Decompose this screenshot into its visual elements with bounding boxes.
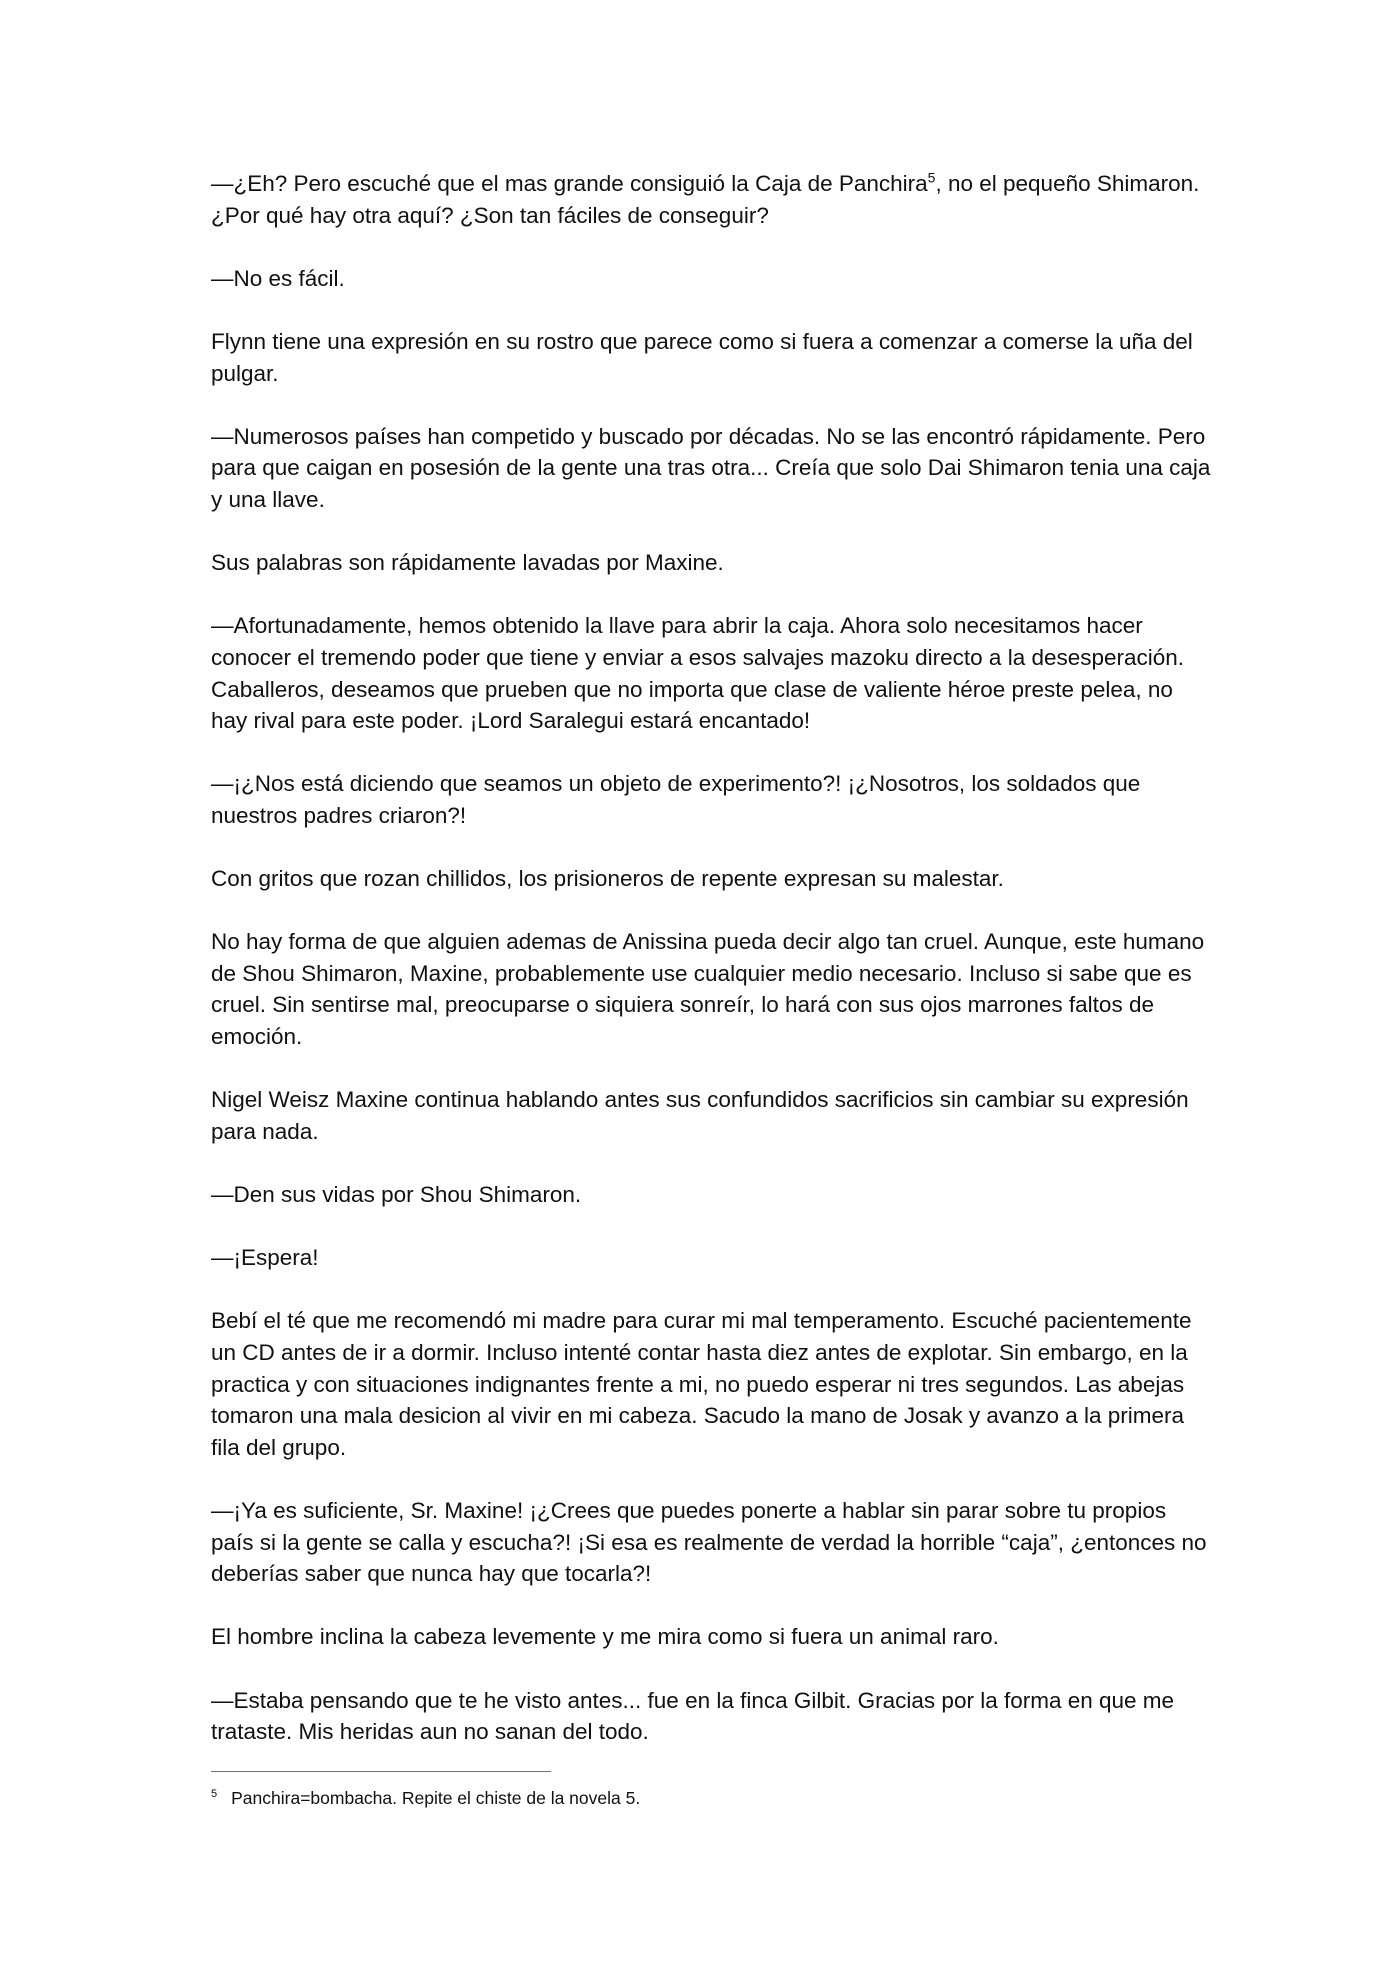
paragraph-text: —¿Eh? Pero escuché que el mas grande consiguió la Caja de Panchira (211, 171, 928, 196)
body-text (211, 168, 1211, 1748)
paragraph: Nigel Weisz Maxine continua hablando antes sus confundidos sacrificios sin cambiar su expresión para nada. (211, 1087, 1189, 1144)
paragraph: —Den sus vidas por Shou Shimaron. (211, 1182, 582, 1207)
paragraph: Sus palabras son rápidamente lavadas por Maxine. (211, 550, 724, 576)
paragraph: Con gritos que rozan chillidos, los prisioneros de repente expresan su malestar. (211, 866, 1004, 892)
footnote-text: Panchira=bombacha. Repite el chiste de la novela 5. (231, 1788, 641, 1808)
paragraph: Flynn tiene una expresión en su rostro que parece como si fuera a comenzar a comerse la uña del pulgar. (211, 328, 1193, 386)
paragraph-text: , no el pequeño Shimaron. ¿Por qué hay otra aquí? ¿Son tan fáciles de conseguir? (211, 171, 1200, 228)
paragraph: —Numerosos países han competido y buscado por décadas. No se las encontró rápidamente. Pero para que caigan en posesión de la gente una tras otra... Creía que solo Dai Shimaron tenia una caja y una llave. (211, 423, 1211, 512)
paragraph: No hay forma de que alguien ademas de Anissina pueda decir algo tan cruel. Aunque, este humano de Shou Shimaron, Maxine, probablemente use cualquier medio necesario. Incluso si sabe que es cruel. Sin sentirse mal, preocuparse o siquiera sonreír, lo hará con sus ojos marrones faltos de emoción. (211, 929, 1205, 1050)
footnote (211, 1786, 1211, 1810)
footnote-marker: 5 (211, 1788, 218, 1801)
paragraph: Bebí el té que me recomendó mi madre para curar mi mal temperamento. Escuché pacientemente un CD antes de ir a dormir. Incluso intenté contar hasta diez antes de explotar. Sin embargo, en la practica y con situaciones indignantes frente a mi, no puedo esperar ni tres segundos. Las abejas tomaron una mala desicion al vivir en mi cabeza. Sacudo la mano de Josak y avanzo a la primera fila del grupo. (211, 1308, 1192, 1460)
paragraph: —¡¿Nos está diciendo que seamos un objeto de experimento?! ¡¿Nosotros, los soldados que nuestros padres criaron?! (211, 771, 1141, 828)
paragraph: —No es fácil. (211, 265, 345, 291)
paragraph: —Afortunadamente, hemos obtenido la llave para abrir la caja. Ahora solo necesitamos hacer conocer el tremendo poder que tiene y enviar a esos salvajes mazoku directo a la desesperación. Caballeros, deseamos que prueben que no importa que clase de valiente héroe preste pelea, no hay rival para este poder. ¡Lord Saralegui estará encantado! (211, 613, 1185, 734)
footnote-separator (211, 1771, 551, 1772)
footnote-reference: 5 (927, 169, 936, 186)
paragraph (211, 168, 1211, 231)
paragraph: —¡Ya es suficiente, Sr. Maxine! ¡¿Crees que puedes ponerte a hablar sin parar sobre tu propios país si la gente se calla y escucha?! ¡Si esa es realmente de verdad la horrible “caja”, ¿entonces no deberías saber que nunca hay que tocarla?! (211, 1497, 1207, 1587)
paragraph: El hombre inclina la cabeza levemente y me mira como si fuera un animal raro. (211, 1624, 999, 1650)
paragraph: —Estaba pensando que te he visto antes... fue en la finca Gilbit. Gracias por la forma en que me trataste. Mis heridas aun no sanan del todo. (211, 1687, 1175, 1745)
paragraph: —¡Espera! (211, 1245, 319, 1271)
